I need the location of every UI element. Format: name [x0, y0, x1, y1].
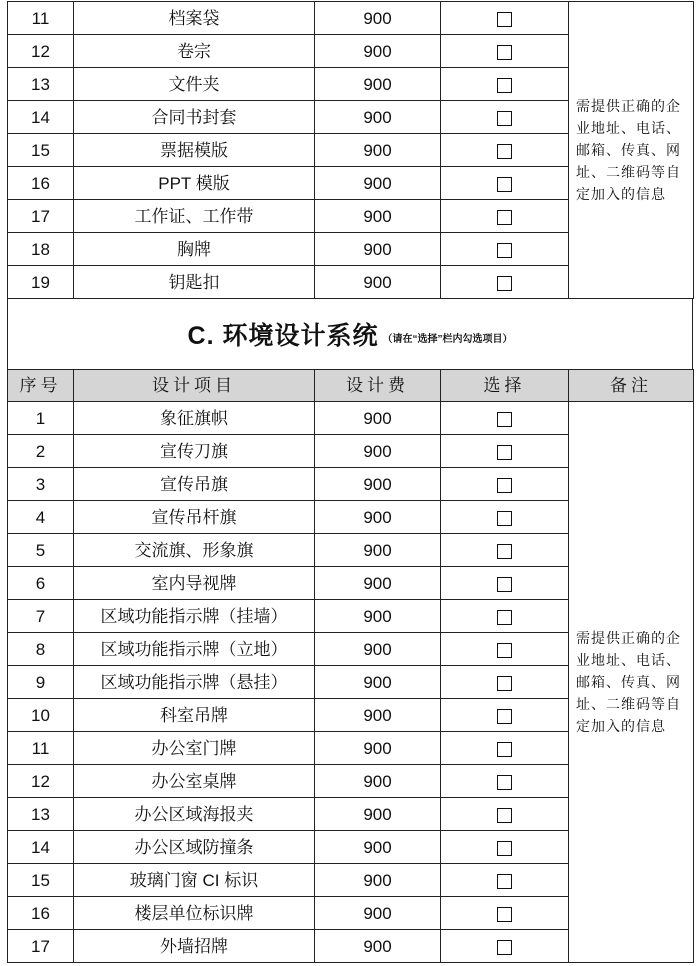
row-select-cell — [441, 864, 569, 897]
header-fee: 设计费 — [315, 370, 441, 402]
row-item-name: 玻璃门窗 CI 标识 — [74, 864, 315, 897]
row-select-cell — [441, 468, 569, 501]
row-select-cell — [441, 2, 569, 35]
row-fee: 900 — [315, 200, 441, 233]
row-fee: 900 — [315, 266, 441, 299]
select-checkbox[interactable] — [497, 775, 512, 790]
row-select-cell — [441, 765, 569, 798]
row-number: 16 — [8, 897, 74, 930]
row-fee: 900 — [315, 468, 441, 501]
select-checkbox[interactable] — [497, 144, 512, 159]
remark-note: 需提供正确的企业地址、电话、邮箱、传真、网址、二维码等自定加入的信息 — [569, 402, 694, 963]
row-item-name: 象征旗帜 — [74, 402, 315, 435]
row-number: 6 — [8, 567, 74, 600]
row-select-cell — [441, 831, 569, 864]
select-checkbox[interactable] — [497, 577, 512, 592]
header-no: 序号 — [8, 370, 74, 402]
row-fee: 900 — [315, 600, 441, 633]
select-checkbox[interactable] — [497, 445, 512, 460]
row-item-name: 交流旗、形象旗 — [74, 534, 315, 567]
row-fee: 900 — [315, 798, 441, 831]
section-subtitle: （请在“选择”栏内勾选项目） — [382, 333, 513, 345]
section-title: C. 环境设计系统 — [187, 322, 379, 350]
row-select-cell — [441, 633, 569, 666]
row-item-name: 办公室桌牌 — [74, 765, 315, 798]
row-fee: 900 — [315, 501, 441, 534]
row-fee: 900 — [315, 567, 441, 600]
row-item-name: 办公室门牌 — [74, 732, 315, 765]
select-checkbox[interactable] — [497, 610, 512, 625]
row-fee: 900 — [315, 101, 441, 134]
row-select-cell — [441, 266, 569, 299]
row-fee: 900 — [315, 699, 441, 732]
row-select-cell — [441, 930, 569, 963]
select-checkbox[interactable] — [497, 276, 512, 291]
row-item-name: 办公区域海报夹 — [74, 798, 315, 831]
row-number: 17 — [8, 930, 74, 963]
row-select-cell — [441, 666, 569, 699]
row-number: 10 — [8, 699, 74, 732]
row-number: 11 — [8, 732, 74, 765]
select-checkbox[interactable] — [497, 841, 512, 856]
select-checkbox[interactable] — [497, 78, 512, 93]
table-row — [8, 2, 694, 35]
select-checkbox[interactable] — [497, 544, 512, 559]
row-number: 1 — [8, 402, 74, 435]
row-select-cell — [441, 699, 569, 732]
row-number: 5 — [8, 534, 74, 567]
row-item-name: 区域功能指示牌（立地） — [74, 633, 315, 666]
row-item-name: 区域功能指示牌（挂墙） — [74, 600, 315, 633]
row-item-name: 宣传吊旗 — [74, 468, 315, 501]
row-number: 13 — [8, 68, 74, 101]
row-item-name: 合同书封套 — [74, 101, 315, 134]
row-number: 4 — [8, 501, 74, 534]
row-item-name: 胸牌 — [74, 233, 315, 266]
select-checkbox[interactable] — [497, 676, 512, 691]
row-select-cell — [441, 68, 569, 101]
row-number: 15 — [8, 864, 74, 897]
row-item-name: 宣传吊杆旗 — [74, 501, 315, 534]
row-select-cell — [441, 600, 569, 633]
items-table-top — [7, 1, 694, 299]
row-item-name: 宣传刀旗 — [74, 435, 315, 468]
row-fee: 900 — [315, 897, 441, 930]
row-select-cell — [441, 501, 569, 534]
row-number: 12 — [8, 765, 74, 798]
row-fee: 900 — [315, 68, 441, 101]
row-fee: 900 — [315, 402, 441, 435]
select-checkbox[interactable] — [497, 907, 512, 922]
row-fee: 900 — [315, 35, 441, 68]
row-select-cell — [441, 567, 569, 600]
row-fee: 900 — [315, 534, 441, 567]
header-remark: 备注 — [569, 370, 694, 402]
select-checkbox[interactable] — [497, 742, 512, 757]
select-checkbox[interactable] — [497, 243, 512, 258]
row-number: 9 — [8, 666, 74, 699]
row-number: 15 — [8, 134, 74, 167]
row-number: 3 — [8, 468, 74, 501]
row-fee: 900 — [315, 930, 441, 963]
table-row — [8, 402, 694, 435]
row-number: 13 — [8, 798, 74, 831]
row-select-cell — [441, 35, 569, 68]
row-select-cell — [441, 200, 569, 233]
select-checkbox[interactable] — [497, 12, 512, 27]
header-item: 设计项目 — [74, 370, 315, 402]
row-item-name: 文件夹 — [74, 68, 315, 101]
row-item-name: 办公区域防撞条 — [74, 831, 315, 864]
row-number: 19 — [8, 266, 74, 299]
select-checkbox[interactable] — [497, 177, 512, 192]
select-checkbox[interactable] — [497, 511, 512, 526]
row-item-name: PPT 模版 — [74, 167, 315, 200]
select-checkbox[interactable] — [497, 111, 512, 126]
row-select-cell — [441, 732, 569, 765]
row-fee: 900 — [315, 233, 441, 266]
row-fee: 900 — [315, 765, 441, 798]
row-select-cell — [441, 402, 569, 435]
row-number: 12 — [8, 35, 74, 68]
row-number: 18 — [8, 233, 74, 266]
select-checkbox[interactable] — [497, 210, 512, 225]
row-item-name: 卷宗 — [74, 35, 315, 68]
row-fee: 900 — [315, 167, 441, 200]
row-item-name: 区域功能指示牌（悬挂） — [74, 666, 315, 699]
row-number: 8 — [8, 633, 74, 666]
row-fee: 900 — [315, 864, 441, 897]
row-select-cell — [441, 435, 569, 468]
header-select: 选择 — [441, 370, 569, 402]
select-checkbox[interactable] — [497, 478, 512, 493]
row-number: 17 — [8, 200, 74, 233]
row-number: 2 — [8, 435, 74, 468]
row-item-name: 票据模版 — [74, 134, 315, 167]
section-heading — [7, 299, 693, 369]
row-number: 16 — [8, 167, 74, 200]
select-checkbox[interactable] — [497, 874, 512, 889]
row-fee: 900 — [315, 134, 441, 167]
row-select-cell — [441, 798, 569, 831]
select-checkbox[interactable] — [497, 709, 512, 724]
row-fee: 900 — [315, 666, 441, 699]
items-table-environment — [7, 369, 694, 963]
row-fee: 900 — [315, 732, 441, 765]
row-item-name: 档案袋 — [74, 2, 315, 35]
row-select-cell — [441, 134, 569, 167]
row-item-name: 科室吊牌 — [74, 699, 315, 732]
row-fee: 900 — [315, 2, 441, 35]
select-checkbox[interactable] — [497, 643, 512, 658]
select-checkbox[interactable] — [497, 412, 512, 427]
table-header-row — [8, 370, 694, 402]
row-number: 11 — [8, 2, 74, 35]
select-checkbox[interactable] — [497, 940, 512, 955]
row-select-cell — [441, 534, 569, 567]
row-number: 14 — [8, 101, 74, 134]
select-checkbox[interactable] — [497, 808, 512, 823]
row-fee: 900 — [315, 435, 441, 468]
remark-note: 需提供正确的企业地址、电话、邮箱、传真、网址、二维码等自定加入的信息 — [569, 2, 694, 299]
row-select-cell — [441, 233, 569, 266]
row-item-name: 楼层单位标识牌 — [74, 897, 315, 930]
row-select-cell — [441, 167, 569, 200]
row-fee: 900 — [315, 633, 441, 666]
select-checkbox[interactable] — [497, 45, 512, 60]
row-select-cell — [441, 101, 569, 134]
row-item-name: 室内导视牌 — [74, 567, 315, 600]
row-fee: 900 — [315, 831, 441, 864]
row-select-cell — [441, 897, 569, 930]
row-item-name: 钥匙扣 — [74, 266, 315, 299]
row-item-name: 外墙招牌 — [74, 930, 315, 963]
row-number: 7 — [8, 600, 74, 633]
row-item-name: 工作证、工作带 — [74, 200, 315, 233]
row-number: 14 — [8, 831, 74, 864]
